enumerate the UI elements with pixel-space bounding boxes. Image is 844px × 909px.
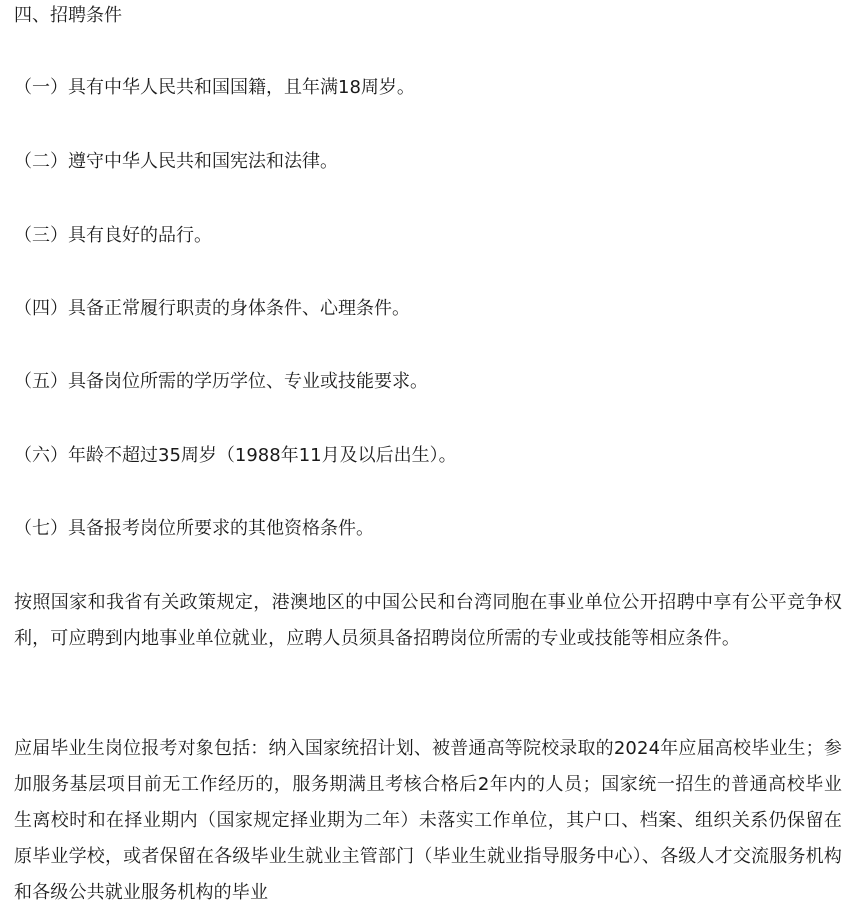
section-heading: 四、招聘条件 — [14, 5, 122, 26]
condition-item-5: （五）具备岗位所需的学历学位、专业或技能要求。 — [14, 371, 428, 392]
condition-item-4: （四）具备正常履行职责的身体条件、心理条件。 — [14, 298, 410, 319]
condition-item-2: （二）遵守中华人民共和国宪法和法律。 — [14, 151, 338, 172]
paragraph-graduate-eligibility: 应届毕业生岗位报考对象包括：纳入国家统招计划、被普通高等院校录取的2024年应届高校毕业生；参加服务基层项目前无工作经历的，服务期满且考核合格后2年内的人员；国家统一招生的普通高校毕业生离校时和在择业期内（国家规定择业期为二年）未落实工作单位，其户口、档案、组织关系仍保留在原毕业学校，或者保留在各级毕业生就业主管部门（毕业生就业指导服务中心）、各级人才交流服务机构和各级公共就业服务机构的毕业 — [14, 738, 842, 903]
condition-item-1: （一）具有中华人民共和国国籍，且年满18周岁。 — [14, 77, 415, 98]
paragraph-hk-tw-eligibility: 按照国家和我省有关政策规定，港澳地区的中国公民和台湾同胞在事业单位公开招聘中享有公平竞争权利，可应聘到内地事业单位就业，应聘人员须具备招聘岗位所需的专业或技能等相应条件。 — [14, 592, 842, 649]
condition-item-7: （七）具备报考岗位所要求的其他资格条件。 — [14, 518, 374, 539]
condition-item-6: （六）年龄不超过35周岁（1988年11月及以后出生）。 — [14, 445, 457, 466]
condition-item-3: （三）具有良好的品行。 — [14, 225, 212, 246]
